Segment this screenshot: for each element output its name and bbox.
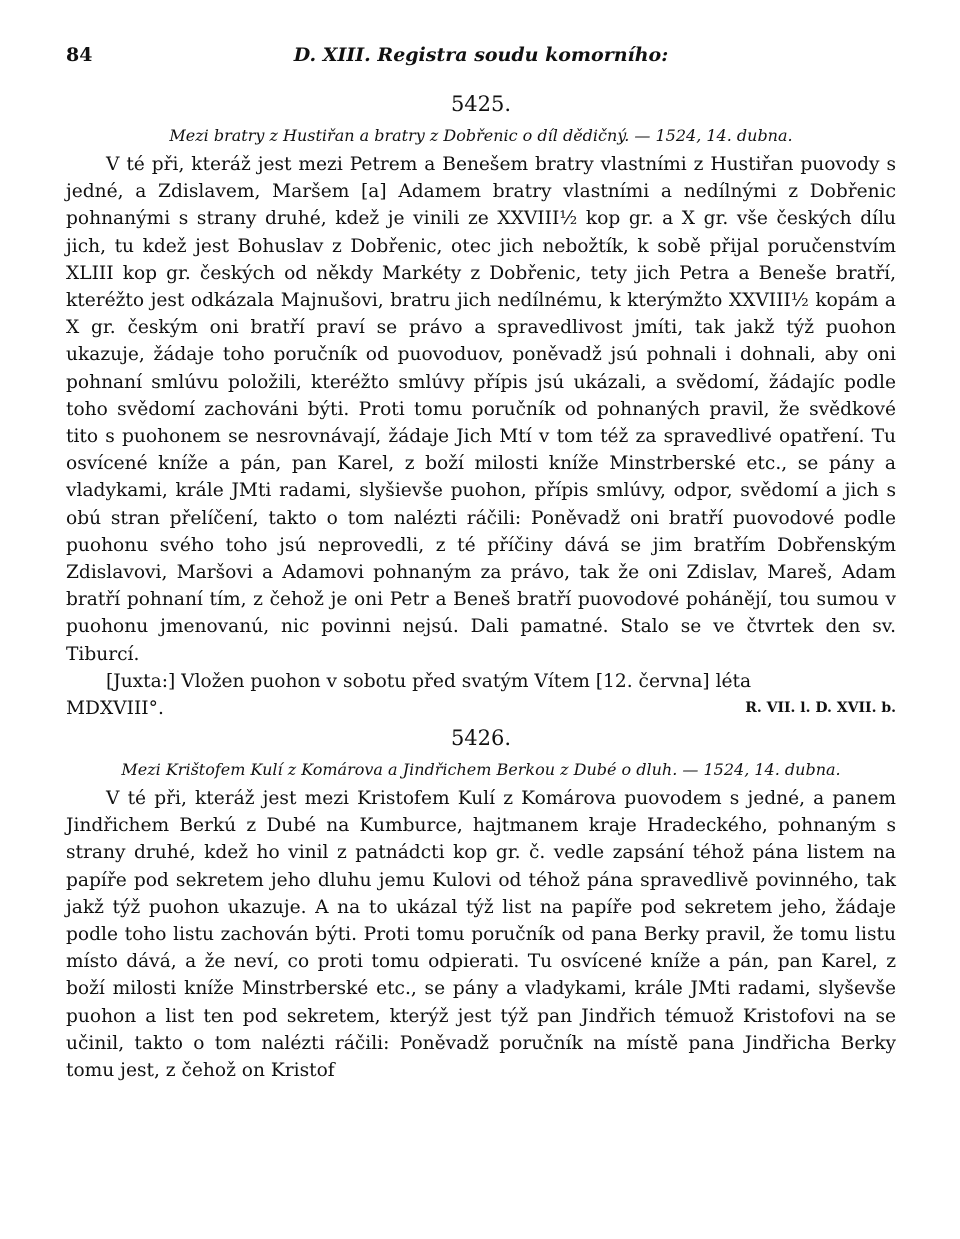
entry-paragraph: V té při, kteráž jest mezi Kristofem Kulí z Komárova puovodem s jedné, a panem Jindřichem Berkú z Dubé na Kumburce, hajtmanem kraje Hradeckého, pohnaným s strany druhé, kdež ho vinil z patnádcti kop gr. č. vedle zapsání téhož pána listem na papíře pod sekretem jeho dluhu jemu Kulovi od téhož pána spravedlivě povinného, tak jakž týž puohon ukazuje. A na to ukázal týž list na papíře pod sekretem jeho, žádaje podle toho listu zachován býti. Proti tomu poručník od pana Berky pravil, že tomu listu místo dává, a že neví, co proti tomu odpierati. Tu osvícené kníže a pán, pan Karel, z boží milosti kníže Minstrberské etc., se pány a vladykami, krále JMti radami, slyševše puohon a list ten pod sekretem, kterýž jest týž pan Jindřich témuož Kristofovi na se učinil, takto o tom nalézti ráčili: Poněvadž poručník na místě pana Jindřicha Berky tomu jest, z čehož on Kristof	[66, 788, 896, 1082]
page-number: 84	[66, 44, 93, 66]
entry-5425	[66, 92, 896, 722]
closing-year: MDXVIII°.	[66, 698, 164, 720]
entry-number: 5425.	[450, 92, 512, 116]
running-title: D. XIII. Registra soudu komorního:	[293, 44, 669, 66]
entry-paragraph: V té při, kteráž jest mezi Petrem a Benešem bratry vlastními z Hustiřan puovody s jedné, a Zdislavem, Maršem [a] Adamem bratry vlastními a nedílnými z Dobřenic pohnanými s strany druhé, kdež je vinili ze XXVIII½ kop gr. a X gr. vše českých dílu jich, tu kdež jest Bohuslav z Dobřenic, otec jich nebožtík, k sobě přijal poručenstvím XLIII kop gr. českých od někdy Markéty z Dobřenic, tety jich Petra a Beneše bratří, kteréžto jest odkázala Majnušovi, bratru jich nedílnému, k kterýmžto XXVIII½ kopám a X gr. českým oni bratří praví se právo a spravedlivost jmíti, tak jakž týž puohon ukazuje, žádaje toho poručník od puovoduov, poněvadž jsú pohnali i dohnali, aby oni pohnaní smlúvu položili, kteréžto smlúvy přípis jsú ukázali, a svědomí, žádajíc podle toho svědomí zachováni býti. Proti tomu poručník od pohnaných pravil, že svědkové tito s puohonem se nesrovnávají, žádaje Jich Mtí v tom též za spravedlivé opatření. Tu osvícené kníže a pán, pan Karel, z boží milosti kníže Minstrberské etc., se pány a vladykami, krále JMti radami, slyšievše puohon, přípis smlúvy, odpor, svědomí a jich s obú stran přelíčení, takto o tom nalézti ráčili: Poněvadž oni bratří puovodové podle puohonu svého toho jsú neprovedli, z té příčiny dává se jim bratřím Dobřenským Zdislavovi, Maršovi a Adamovi pohnaným za právo, tak že oni Zdislav, Mareš, Adam bratří pohnaní tím, z čehož je oni Petr a Beneš bratří puovodové pohánějí, tou sumou v puohonu jmenovanú, nic povinni nejsú. Dali pamatné. Stalo se ve čtvrtek den sv. Tiburcí.	[66, 154, 896, 665]
document-page	[66, 42, 896, 1084]
entry-closing-line	[66, 695, 896, 722]
entry-summary: Mezi bratry z Hustiřan a bratry z Dobřenic o díl dědičný. — 1524, 14. dubna.	[169, 126, 793, 145]
entry-paragraph: [Juxta:] Vložen puohon v sobotu před svatým Vítem [12. června] léta	[106, 670, 752, 692]
entry-5426	[66, 726, 896, 1084]
entry-summary: Mezi Krištofem Kulí z Komárova a Jindřichem Berkou z Dubé o dluh. — 1524, 14. dubna.	[121, 760, 841, 780]
running-head	[66, 42, 896, 72]
entry-number: 5426.	[450, 726, 512, 751]
register-reference: R. VII. l. D. XVII. b.	[745, 700, 896, 717]
